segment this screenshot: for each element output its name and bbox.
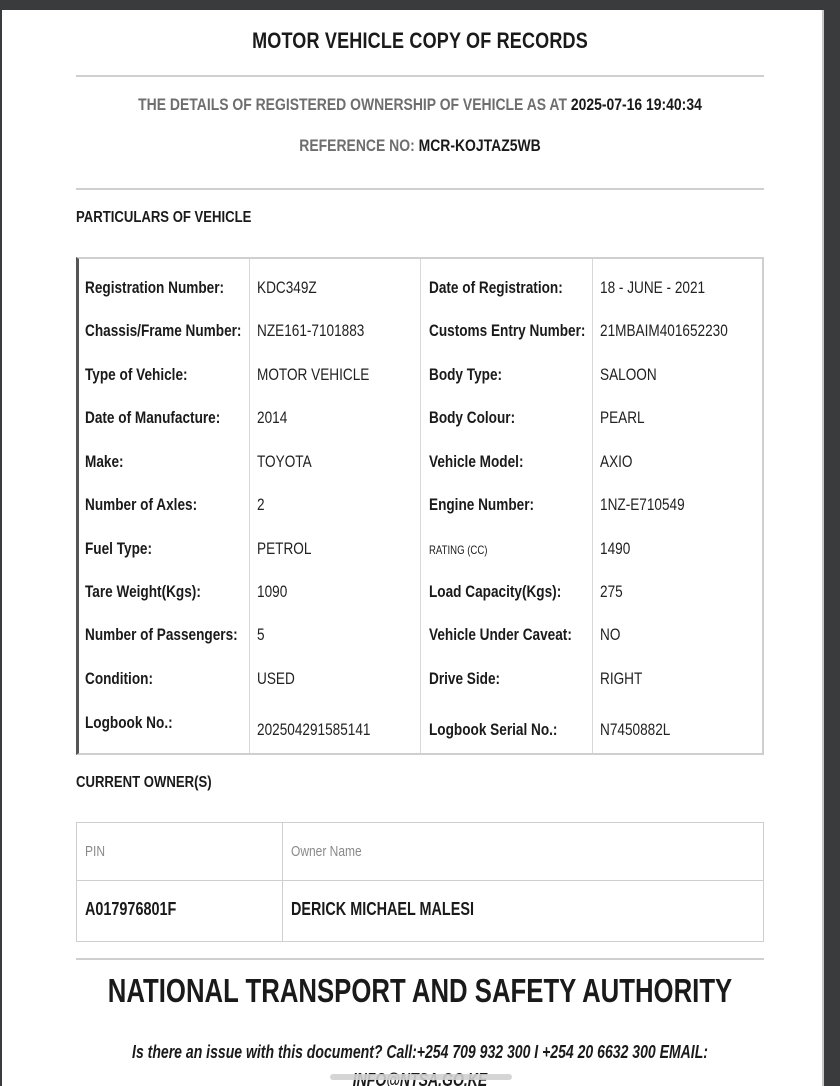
divider bbox=[76, 188, 764, 190]
row-value: 18 - JUNE - 2021 bbox=[600, 278, 706, 297]
row-label: Date of Manufacture: bbox=[85, 408, 221, 427]
row-label: Vehicle Model: bbox=[429, 452, 524, 471]
particulars-heading: PARTICULARS OF VEHICLE bbox=[76, 209, 252, 226]
viewer-left-edge bbox=[0, 10, 2, 1086]
authority-name: NATIONAL TRANSPORT AND SAFETY AUTHORITY bbox=[107, 972, 733, 1009]
row-value: 1090 bbox=[257, 582, 288, 601]
row-value: PEARL bbox=[600, 408, 645, 427]
divider bbox=[76, 75, 764, 77]
row-label: Logbook No.: bbox=[85, 713, 173, 732]
row-label: Customs Entry Number: bbox=[429, 321, 586, 340]
row-label: Body Colour: bbox=[429, 408, 516, 427]
row-value: 202504291585141 bbox=[257, 720, 371, 739]
document-title: MOTOR VEHICLE COPY OF RECORDS bbox=[252, 28, 588, 53]
reference-prefix: REFERENCE NO: bbox=[299, 136, 419, 155]
row-label: Fuel Type: bbox=[85, 539, 152, 558]
row-label: RATING (CC) bbox=[429, 543, 488, 557]
owners-col-name: Owner Name bbox=[291, 843, 362, 860]
row-value: 21MBAIM401652230 bbox=[600, 321, 728, 340]
row-value: 5 bbox=[257, 625, 265, 644]
row-value: 2014 bbox=[257, 408, 288, 427]
row-label: Number of Axles: bbox=[85, 495, 198, 514]
row-label: Drive Side: bbox=[429, 669, 501, 688]
row-value: KDC349Z bbox=[257, 278, 317, 297]
row-label: Date of Registration: bbox=[429, 278, 563, 297]
reference-number: MCR-KOJTAZ5WB bbox=[418, 136, 541, 155]
row-value: SALOON bbox=[600, 365, 657, 384]
row-label: Body Type: bbox=[429, 365, 503, 384]
viewer-top-bar bbox=[0, 0, 840, 10]
row-value: MOTOR VEHICLE bbox=[257, 365, 370, 384]
details-timestamp: 2025-07-16 19:40:34 bbox=[570, 95, 702, 114]
issue-contact-note: Is there an issue with this document? Call:+254 709 932 300 I +254 20 6632 300 EMAIL: bbox=[132, 1042, 708, 1062]
ownership-details-line bbox=[76, 95, 765, 115]
column-divider bbox=[249, 259, 250, 753]
owner-name: DERICK MICHAEL MALESI bbox=[291, 899, 474, 919]
owners-heading: CURRENT OWNER(S) bbox=[76, 774, 212, 791]
row-label: Load Capacity(Kgs): bbox=[429, 582, 562, 601]
row-value: PETROL bbox=[257, 539, 312, 558]
row-value: 2 bbox=[257, 495, 265, 514]
viewer-scrollbar-track[interactable] bbox=[824, 10, 840, 1086]
row-value: USED bbox=[257, 669, 295, 688]
row-label: Make: bbox=[85, 452, 124, 471]
row-label: Tare Weight(Kgs): bbox=[85, 582, 201, 601]
row-value: 275 bbox=[600, 582, 623, 601]
owners-col-pin: PIN bbox=[85, 843, 106, 860]
reference-line bbox=[76, 136, 765, 156]
owner-pin: A017976801F bbox=[85, 899, 177, 919]
row-value: N7450882L bbox=[600, 720, 671, 739]
row-label: Chassis/Frame Number: bbox=[85, 321, 242, 340]
column-divider bbox=[420, 259, 421, 753]
row-value: NO bbox=[600, 625, 621, 644]
details-prefix: THE DETAILS OF REGISTERED OWNERSHIP OF VEHICLE AS AT bbox=[138, 95, 571, 114]
row-label: Logbook Serial No.: bbox=[429, 720, 558, 739]
row-label: Type of Vehicle: bbox=[85, 365, 188, 384]
row-value: TOYOTA bbox=[257, 452, 312, 471]
row-value: AXIO bbox=[600, 452, 633, 471]
owners-table bbox=[76, 822, 764, 942]
row-value: RIGHT bbox=[600, 669, 643, 688]
column-divider bbox=[592, 259, 593, 753]
row-label: Number of Passengers: bbox=[85, 625, 238, 644]
row-label: Condition: bbox=[85, 669, 153, 688]
horizontal-scroll-indicator[interactable] bbox=[330, 1074, 512, 1080]
owners-column-divider bbox=[282, 823, 283, 941]
row-value: 1490 bbox=[600, 539, 631, 558]
row-label: Registration Number: bbox=[85, 278, 225, 297]
row-value: NZE161-7101883 bbox=[257, 321, 365, 340]
row-label: Engine Number: bbox=[429, 495, 535, 514]
divider bbox=[76, 958, 764, 960]
owners-header-divider bbox=[77, 880, 763, 881]
row-label: Vehicle Under Caveat: bbox=[429, 625, 572, 644]
row-value: 1NZ-E710549 bbox=[600, 495, 685, 514]
